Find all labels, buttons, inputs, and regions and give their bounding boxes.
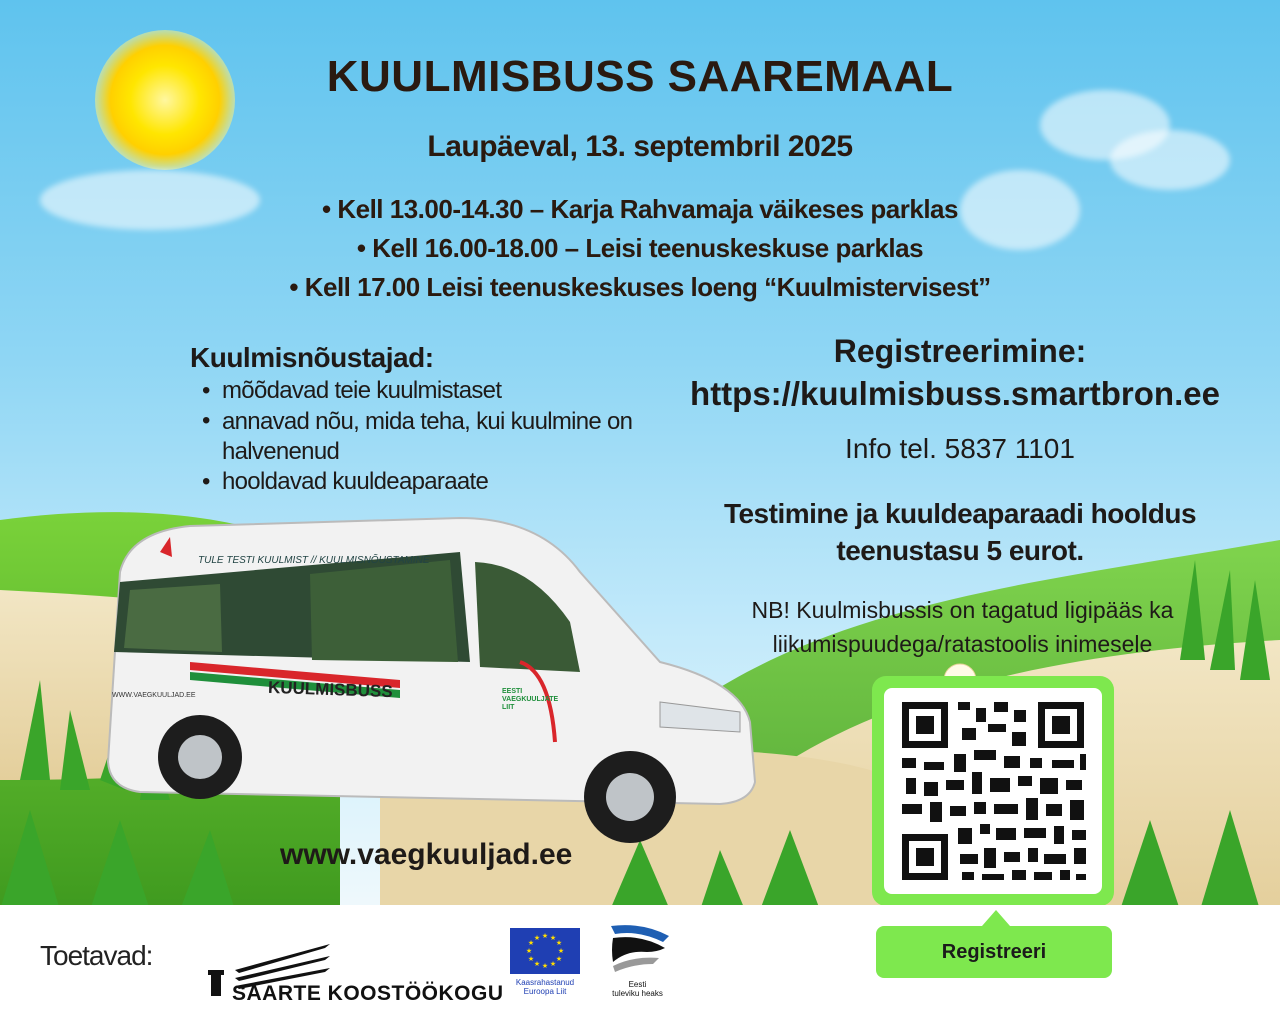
bus-name: KUULMISBUSS [267, 677, 393, 702]
estonia-caption-line: tuleviku heaks [612, 989, 663, 998]
svg-text:★: ★ [549, 960, 557, 968]
svg-text:★: ★ [525, 947, 533, 955]
nb-line: NB! Kuulmisbussis on tagatud ligipääs ka [751, 597, 1174, 623]
bus-logo-line: EESTI [502, 688, 523, 695]
estonia-caption-line: Eesti [628, 980, 647, 989]
eu-caption-line: Euroopa Liit [523, 987, 567, 996]
info-phone: Info tel. 5837 1101 [845, 433, 1075, 464]
bus-banner: TULE TESTI KUULMIST // KUULMISNÕUSTAMINE [198, 555, 430, 566]
svg-text:★: ★ [527, 939, 535, 947]
svg-text:★: ★ [555, 955, 563, 963]
eu-caption [505, 978, 585, 996]
bus-logo-line: VAEGKUULJATE [502, 696, 559, 703]
advisors-item: hooldavad kuuldeaparaate [222, 468, 489, 495]
sponsors-label: Toetavad: [40, 940, 153, 971]
estonia-logo-icon [603, 922, 673, 978]
page-title: KUULMISBUSS SAAREMAAL [326, 52, 954, 101]
bus-logo [502, 688, 558, 712]
register-button[interactable]: Registreeri [876, 926, 1112, 978]
qr-code[interactable] [884, 688, 1102, 894]
website-link[interactable]: www.vaegkuuljad.ee [280, 838, 573, 871]
bus-logo-line: LIIT [502, 704, 515, 711]
eu-caption-line: Kaasrahastanud [515, 978, 575, 987]
qr-code-icon [884, 688, 1102, 894]
svg-text:★: ★ [541, 962, 549, 970]
svg-text:★: ★ [533, 960, 541, 968]
schedule-item: • Kell 16.00-18.00 – Leisi teenuskeskuse parklas [356, 233, 924, 263]
svg-text:★: ★ [549, 934, 557, 942]
svg-text:★: ★ [557, 947, 565, 955]
bullet-icon: • [202, 377, 210, 404]
bullet-icon: • [202, 468, 210, 495]
price-line: teenustasu 5 eurot. [836, 535, 1084, 566]
accessibility-note [690, 593, 1235, 661]
price-note [700, 495, 1220, 569]
button-pointer [982, 910, 1010, 926]
schedule-item: • Kell 17.00 Leisi teenuskeskuses loeng “Kuulmistervisest” [289, 272, 991, 302]
eu-flag-icon [510, 928, 580, 974]
bus-side-url: WWW.VAEGKUULJAD.EE [112, 692, 196, 699]
svg-text:★: ★ [533, 934, 541, 942]
estonia-caption [600, 980, 675, 998]
advisors-heading: Kuulmisnõustajad: [190, 342, 434, 373]
registration-heading: Registreerimine: [833, 333, 1087, 369]
svg-text:★: ★ [541, 932, 549, 940]
price-line: Testimine ja kuuldeaparaadi hooldus [723, 498, 1197, 529]
advisors-item: mõõdavad teie kuulmistaset [222, 377, 502, 404]
nb-line: liikumispuudega/ratastoolis inimesele [772, 631, 1153, 657]
saarte-logo-text: SAARTE KOOSTÖÖKOGU [232, 982, 504, 1005]
schedule-item: • Kell 13.00-14.30 – Karja Rahvamaja väikeses parklas [322, 194, 958, 224]
svg-text:★: ★ [555, 939, 563, 947]
bullet-icon: • [202, 407, 210, 434]
event-date: Laupäeval, 13. septembril 2025 [427, 130, 853, 163]
svg-text:★: ★ [527, 955, 535, 963]
registration-link[interactable]: https://kuulmisbuss.smartbron.ee [690, 375, 1220, 412]
advisors-item: annavad nõu, mida teha, kui kuulmine on halvenenud [222, 408, 633, 465]
